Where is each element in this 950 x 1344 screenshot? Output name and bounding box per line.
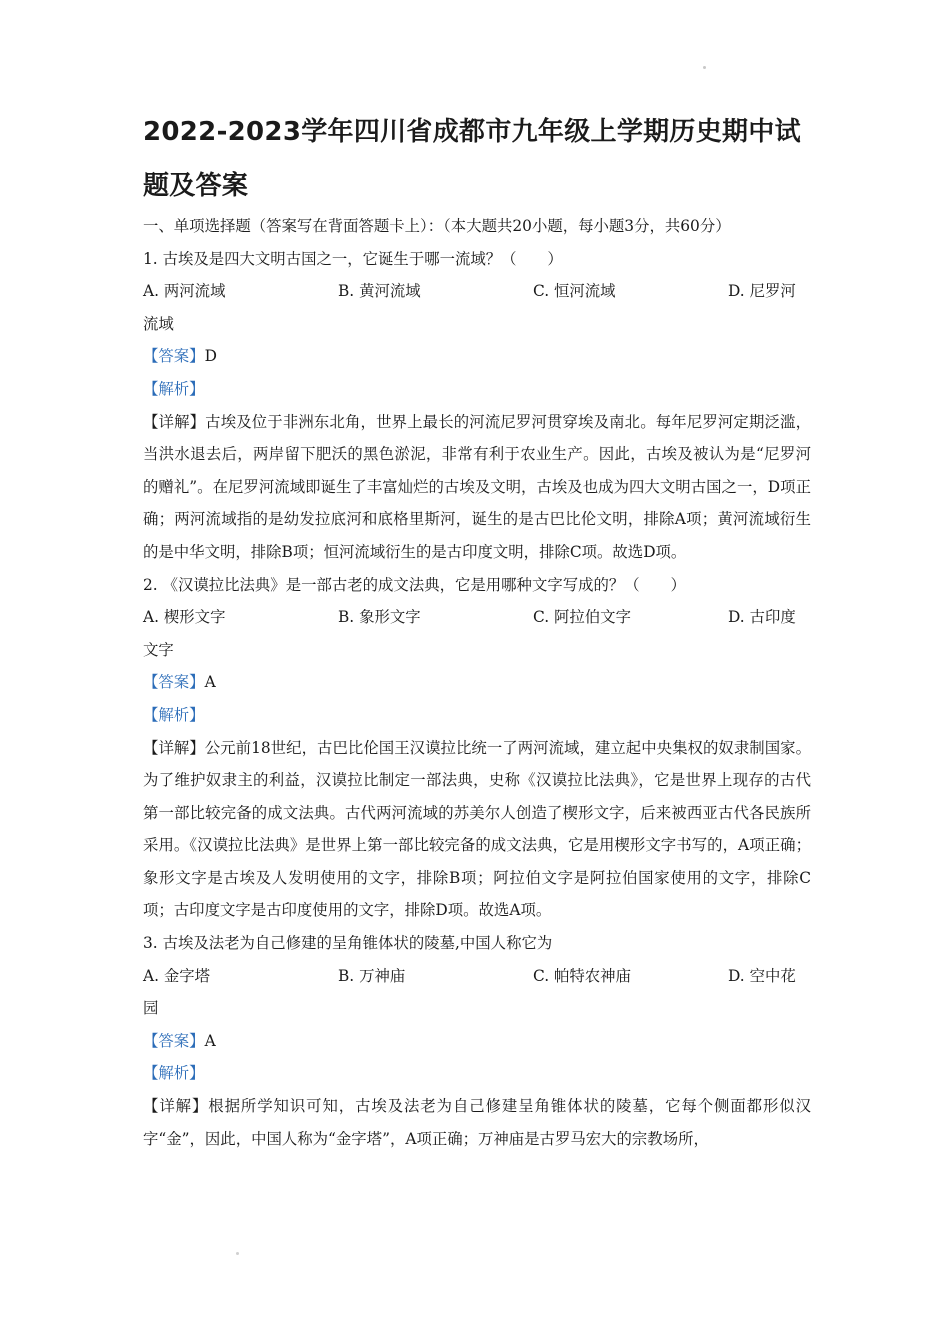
option-a: A. 两河流域: [143, 282, 226, 301]
detail-paragraph: [143, 406, 811, 569]
answer-value: D: [204, 347, 217, 366]
question-block: [143, 243, 811, 569]
option-d: D. 古印度: [728, 608, 796, 627]
option-c: C. 阿拉伯文字: [533, 608, 631, 627]
question-stem: 3. 古埃及法老为自己修建的呈角锥体状的陵墓,中国人称它为: [143, 934, 553, 953]
option-b: B. 象形文字: [338, 608, 421, 627]
analysis-label: 【解析】: [143, 705, 205, 724]
analysis-label: 【解析】: [143, 379, 205, 398]
answer-line: [143, 666, 811, 699]
detail-text: 根据所学知识可知，古埃及法老为自己修建呈角锥体状的陵墓，它每个侧面都形似汉字“金”，因此，中国人称为“金字塔”，A项正确；万神庙是古罗马宏大的宗教场所，: [143, 1097, 811, 1148]
answer-value: A: [204, 1031, 216, 1050]
option-overflow: 流域: [143, 314, 174, 333]
analysis-line: [143, 373, 811, 406]
option-d: D. 尼罗河: [728, 282, 796, 301]
detail-paragraph: [143, 732, 811, 928]
document-title: 2022-2023学年四川省成都市九年级上学期历史期中试题及答案: [143, 117, 801, 201]
answer-label: 【答案】: [143, 673, 205, 692]
detail-paragraph: [143, 1090, 811, 1155]
answer-label: 【答案】: [143, 347, 205, 366]
page-dot-mark: [236, 1252, 239, 1255]
document-body: [143, 210, 811, 1155]
option-d: D. 空中花: [728, 966, 796, 985]
option-c: C. 帕特农神庙: [533, 966, 631, 985]
analysis-line: [143, 699, 811, 732]
detail-label: 【详解】: [143, 412, 206, 431]
answer-line: [143, 340, 811, 373]
option-overflow: 园: [143, 999, 159, 1018]
option-c: C. 恒河流域: [533, 282, 616, 301]
answer-line: [143, 1025, 811, 1058]
analysis-label: 【解析】: [143, 1064, 205, 1083]
option-a: A. 金字塔: [143, 966, 211, 985]
question-block: [143, 569, 811, 928]
answer-value: A: [204, 673, 216, 692]
option-b: B. 万神庙: [338, 966, 406, 985]
answer-label: 【答案】: [143, 1031, 205, 1050]
question-options: [143, 960, 811, 993]
option-overflow: 文字: [143, 640, 174, 659]
analysis-line: [143, 1057, 811, 1090]
question-options: [143, 275, 811, 308]
detail-text: 古埃及位于非洲东北角，世界上最长的河流尼罗河贯穿埃及南北。每年尼罗河定期泛滥，当洪水退去后，两岸留下肥沃的黑色淤泥，非常有利于农业生产。因此，古埃及被认为是“尼罗河的赠礼”。在尼罗河流域即诞生了丰富灿烂的古埃及文明，古埃及也成为四大文明古国之一，D项正确；两河流域指的是幼发拉底河和底格里斯河，诞生的是古巴比伦文明，排除A项；黄河流域衍生的是中华文明，排除B项；恒河流域衍生的是古印度文明，排除C项。故选D项。: [143, 412, 811, 561]
question-options: [143, 601, 811, 634]
question-stem: 2. 《汉谟拉比法典》是一部古老的成文法典，它是用哪种文字写成的？（ ）: [143, 575, 686, 594]
section-heading: 一、单项选择题（答案写在背面答题卡上）：（本大题共20小题，每小题3分，共60分）: [143, 217, 731, 235]
detail-label: 【详解】: [143, 1097, 209, 1116]
question-stem: 1. 古埃及是四大文明古国之一，它诞生于哪一流域？（ ）: [143, 249, 563, 268]
page-dot-mark: [703, 66, 706, 69]
detail-text: 公元前18世纪，古巴比伦国王汉谟拉比统一了两河流域，建立起中央集权的奴隶制国家。为了维护奴隶主的利益，汉谟拉比制定一部法典，史称《汉谟拉比法典》，它是世界上现存的古代第一部比较完备的成文法典。古代两河流域的苏美尔人创造了楔形文字，后来被西亚古代各民族所采用。《汉谟拉比法典》是世界上第一部比较完备的成文法典，它是用楔形文字书写的，A项正确；象形文字是古埃及人发明使用的文字，排除B项；阿拉伯文字是阿拉伯国家使用的文字，排除C项；古印度文字是古印度使用的文字，排除D项。故选A项。: [143, 738, 811, 920]
option-b: B. 黄河流域: [338, 282, 421, 301]
question-block: [143, 927, 811, 1155]
option-a: A. 楔形文字: [143, 608, 226, 627]
detail-label: 【详解】: [143, 738, 205, 757]
